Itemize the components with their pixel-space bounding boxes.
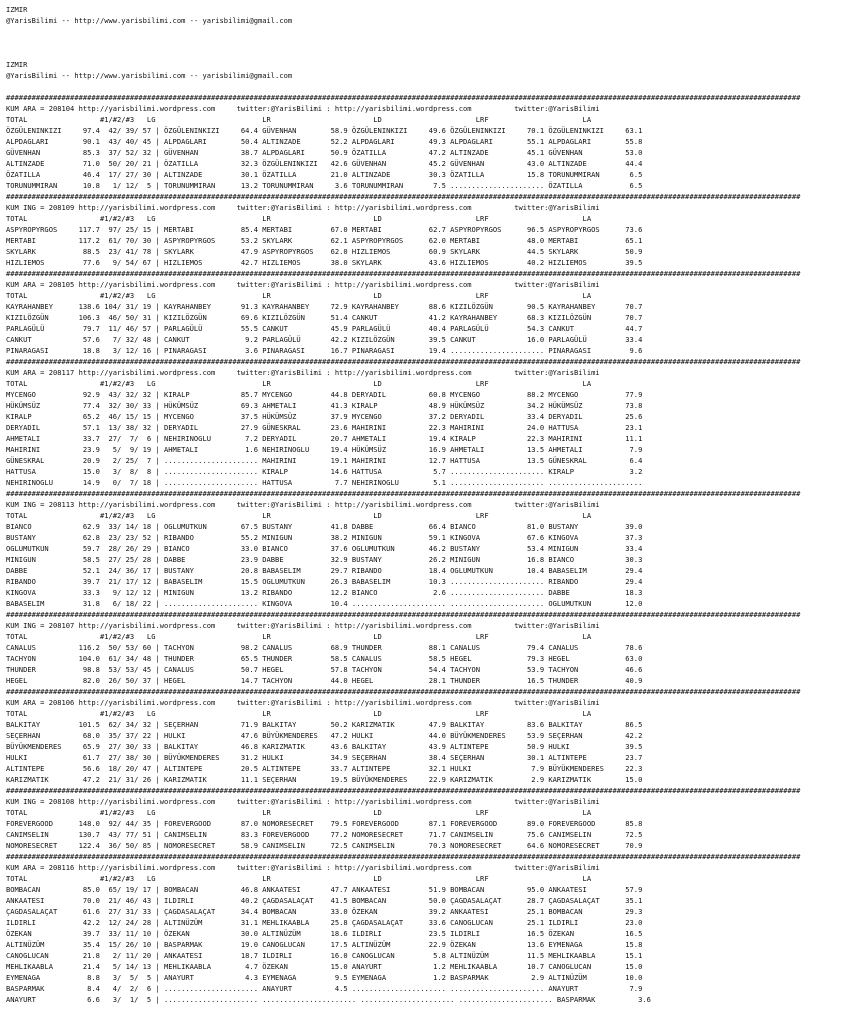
report-line: ##########################################################################################################################################################################################: [6, 269, 801, 278]
report-line: CANOGLUCAN 21.8 2/ 11/ 20 | ANKAATESI 18.7 ILDIRLI 16.0 CANOGLUCAN 5.8 ALTINÜZÜM 11.5 MEHLIKAABLA 15.1: [6, 951, 643, 960]
report-line: ILDIRLI 42.2 12/ 24/ 28 | ALTINÜZÜM 31.1 MEHLIKAABLA 25.8 ÇAGDASALAÇAT 33.6 CANOGLUCAN 25.1 ILDIRLI 23.0: [6, 918, 643, 927]
report-line: PARLAGÜLÜ 79.7 11/ 46/ 57 | PARLAGÜLÜ 55.5 CANKUT 45.9 PARLAGÜLÜ 40.4 PARLAGÜLÜ 54.3 CANKUT 44.7: [6, 324, 643, 333]
report-line: ##########################################################################################################################################################################################: [6, 687, 801, 696]
report-line: ASPYROPYRGOS 117.7 97/ 25/ 15 | MERTABI 85.4 MERTABI 67.0 MERTABI 62.7 ASPYROPYRGOS 96.5 ASPYROPYRGOS 73.6: [6, 225, 643, 234]
report-line: ALPDAGLARI 90.1 43/ 40/ 45 | ALPDAGLARI 50.4 ALTINZADE 52.2 ALPDAGLARI 49.3 ALPDAGLARI 55.1 ALPDAGLARI 55.8: [6, 137, 643, 146]
report-line: [6, 26, 855, 37]
report-line: OGLUMUTKUN 59.7 28/ 26/ 29 | BIANCO 33.0 BIANCO 37.6 OGLUMUTKUN 46.2 BUSTANY 53.4 MINIGUN 33.4: [6, 544, 643, 553]
report-line: ANAYURT 6.6 3/ 1/ 5 | ...................... ...................... ...................... ...................... BASPARMAK 3.6: [6, 995, 651, 1004]
report-line: KARIZMATIK 47.2 21/ 31/ 26 | KARIZMATIK 11.1 SEÇERHAN 19.5 BÜYÜKMENDERES 22.9 KARIZMATIK 2.9 KARIZMATIK 15.0: [6, 775, 643, 784]
report-line: BASPARMAK 8.4 4/ 2/ 6 | ...................... ANAYURT 4.5 ...................... ...................... ANAYURT 7.9: [6, 984, 643, 993]
report-line: KUM ING = 208108 http://yarisbilimi.wordpress.com twitter:@YarisBilimi : http://yarisbilimi.wordpress.com twitter:@YarisBilimi: [6, 797, 600, 806]
report-line: GÜVENHAN 85.3 37/ 52/ 32 | GÜVENHAN 38.7 ALPDAGLARI 50.9 ÖZATILLA 47.2 ALTINZADE 45.1 GÜVENHAN 53.0: [6, 148, 643, 157]
report-line: TOTAL #1/#2/#3 LG LR LD LRF LA: [6, 874, 592, 883]
report-line: MYCENGO 92.9 43/ 32/ 32 | KIRALP 85.7 MYCENGO 44.8 DERYADIL 60.8 MYCENGO 88.2 MYCENGO 77.9: [6, 390, 643, 399]
report-line: FOREVERGOOD 148.0 92/ 44/ 35 | FOREVERGOOD 87.0 NOMORESECRET 79.5 FOREVERGOOD 87.1 FOREVERGOOD 89.0 FOREVERGOOD 85.8: [6, 819, 643, 828]
report-line: THUNDER 98.8 53/ 53/ 45 | CANALUS 50.7 HEGEL 57.8 TACHYON 54.4 TACHYON 53.9 TACHYON 46.6: [6, 665, 643, 674]
report-line: ALTINTEPE 56.6 18/ 20/ 47 | ALTINTEPE 20.5 ALTINTEPE 33.7 ALTINTEPE 32.1 HULKI 7.9 BÜYÜKMENDERES 22.3: [6, 764, 643, 773]
report-line: KUM ING = 208109 http://yarisbilimi.wordpress.com twitter:@YarisBilimi : http://yarisbilimi.wordpress.com twitter:@YarisBilimi: [6, 203, 600, 212]
report-line: EYMENAGA 8.8 3/ 5/ 5 | ANAYURT 4.3 EYMENAGA 9.5 EYMENAGA 1.2 BASPARMAK 2.9 ALTINÜZÜM 10.0: [6, 973, 643, 982]
report-line: KUM ARA = 208117 http://yarisbilimi.wordpress.com twitter:@YarisBilimi : http://yarisbilimi.wordpress.com twitter:@YarisBilimi: [6, 368, 600, 377]
report-line: IZMIR: [6, 5, 28, 14]
report-line: CANKUT 57.6 7/ 32/ 48 | CANKUT 9.2 PARLAGÜLÜ 42.2 KIZILÖZGÜN 39.5 CANKUT 16.0 PARLAGÜLÜ 33.4: [6, 335, 643, 344]
report-line: ##########################################################################################################################################################################################: [6, 786, 801, 795]
report-line: HEGEL 82.0 26/ 50/ 37 | HEGEL 14.7 TACHYON 44.0 HEGEL 28.1 THUNDER 16.5 THUNDER 40.9: [6, 676, 643, 685]
report-line: HIZLIEMOS 77.6 9/ 54/ 67 | HIZLIEMOS 42.7 HIZLIEMOS 38.0 SKYLARK 43.6 HIZLIEMOS 40.2 HIZLIEMOS 39.5: [6, 258, 643, 267]
report-line: DABBE 52.1 24/ 36/ 17 | BUSTANY 20.8 BABASELIM 29.7 RIBANDO 18.4 OGLUMUTKUN 10.4 BABASELIM 29.4: [6, 566, 643, 575]
report-line: SKYLARK 88.5 23/ 41/ 78 | SKYLARK 47.9 ASPYROPYRGOS 62.0 HIZLIEMOS 60.9 SKYLARK 44.5 SKYLARK 50.9: [6, 247, 643, 256]
report-line: KUM ARA = 208116 http://yarisbilimi.wordpress.com twitter:@YarisBilimi : http://yarisbilimi.wordpress.com twitter:@YarisBilimi: [6, 863, 600, 872]
report-line: ÇAGDASALAÇAT 61.6 27/ 31/ 33 | ÇAGDASALAÇAT 34.4 BOMBACAN 33.0 ÖZEKAN 39.2 ANKAATESI 25.1 BOMBACAN 29.3: [6, 907, 643, 916]
report-line: SEÇERHAN 68.0 35/ 37/ 22 | HULKI 47.6 BÜYÜKMENDERES 47.2 HULKI 44.0 BÜYÜKMENDERES 53.9 SEÇERHAN 42.2: [6, 731, 643, 740]
report-line: TOTAL #1/#2/#3 LG LR LD LRF LA: [6, 214, 592, 223]
report-line: TOTAL #1/#2/#3 LG LR LD LRF LA: [6, 291, 592, 300]
report-line: [6, 37, 855, 48]
report-line: TACHYON 104.0 61/ 34/ 48 | THUNDER 65.5 THUNDER 58.5 CANALUS 58.5 HEGEL 79.3 HEGEL 63.0: [6, 654, 643, 663]
report-line: TOTAL #1/#2/#3 LG LR LD LRF LA: [6, 115, 592, 124]
report-line: HULKI 61.7 27/ 38/ 30 | BÜYÜKMENDERES 31.2 HULKI 34.9 SEÇERHAN 38.4 SEÇERHAN 30.1 ALTINTEPE 23.7: [6, 753, 643, 762]
report-line: [6, 81, 855, 92]
report-line: AHMETALI 33.7 27/ 7/ 6 | NEHIRINOGLU 7.2 DERYADIL 20.7 AHMETALI 19.4 KIRALP 22.3 MAHIRINI 11.1: [6, 434, 643, 443]
report-line: KUM ARA = 208106 http://yarisbilimi.wordpress.com twitter:@YarisBilimi : http://yarisbilimi.wordpress.com twitter:@YarisBilimi: [6, 698, 600, 707]
report-line: BUSTANY 62.8 23/ 23/ 52 | RIBANDO 55.2 MINIGUN 38.2 MINIGUN 59.1 KINGOVA 67.6 KINGOVA 37.3: [6, 533, 643, 542]
report-line: ALTINÜZÜM 35.4 15/ 26/ 10 | BASPARMAK 19.0 CANOGLUCAN 17.5 ALTINÜZÜM 22.9 ÖZEKAN 13.6 EYMENAGA 15.8: [6, 940, 643, 949]
report-line: ##########################################################################################################################################################################################: [6, 489, 801, 498]
report-line: PINARAGASI 18.8 3/ 12/ 16 | PINARAGASI 3.6 PINARAGASI 16.7 PINARAGASI 19.4 ...................... PINARAGASI 9.6: [6, 346, 643, 355]
report-line: @YarisBilimi -- http://www.yarisbilimi.com -- yarisbilimi@gmail.com: [6, 16, 293, 25]
report-line: BABASELIM 31.8 6/ 18/ 22 | ...................... KINGOVA 10.4 ...................... ...................... OGLUMUTKUN 12.0: [6, 599, 643, 608]
report-line: [6, 48, 855, 59]
report-line: GÜNESKRAL 20.9 2/ 25/ 7 | ...................... MAHIRINI 19.1 MAHIRINI 12.7 HATTUSA 13.5 GÜNESKRAL 6.4: [6, 456, 643, 465]
report-line: TORUNUMMIRAN 10.8 1/ 12/ 5 | TORUNUMMIRAN 13.2 TORUNUMMIRAN 3.6 TORUNUMMIRAN 7.5 ...................... ÖZATILLA 6.5: [6, 181, 643, 190]
report-line: TOTAL #1/#2/#3 LG LR LD LRF LA: [6, 511, 592, 520]
report-line: TOTAL #1/#2/#3 LG LR LD LRF LA: [6, 379, 592, 388]
report-line: TOTAL #1/#2/#3 LG LR LD LRF LA: [6, 632, 592, 641]
report-line: ANKAATESI 70.0 21/ 46/ 43 | ILDIRLI 40.2 ÇAGDASALAÇAT 41.5 BOMBACAN 50.0 ÇAGDASALAÇAT 28.7 ÇAGDASALAÇAT 35.1: [6, 896, 643, 905]
report-line: CANIMSELIN 130.7 43/ 77/ 51 | CANIMSELIN 83.3 FOREVERGOOD 77.2 NOMORESECRET 71.7 CANIMSELIN 75.6 CANIMSELIN 72.5: [6, 830, 643, 839]
report-line: KUM ARA = 208104 http://yarisbilimi.wordpress.com twitter:@YarisBilimi : http://yarisbilimi.wordpress.com twitter:@YarisBilimi: [6, 104, 600, 113]
report-line: KAYRAHANBEY 138.6 104/ 31/ 19 | KAYRAHANBEY 91.3 KAYRAHANBEY 72.9 KAYRAHANBEY 88.6 KIZILÖZGÜN 90.5 KAYRAHANBEY 70.7: [6, 302, 643, 311]
report-line: CANALUS 116.2 50/ 53/ 60 | TACHYON 98.2 CANALUS 68.9 THUNDER 88.1 CANALUS 79.4 CANALUS 78.6: [6, 643, 643, 652]
report-line: KIRALP 65.2 46/ 15/ 15 | MYCENGO 37.5 HÜKÜMSÜZ 37.9 MYCENGO 37.2 DERYADIL 33.4 DERYADIL 25.6: [6, 412, 643, 421]
report-line: ALTINZADE 71.0 50/ 20/ 21 | ÖZATILLA 32.3 ÖZGÜLENINKIZI 42.6 GÜVENHAN 45.2 GÜVENHAN 43.0 ALTINZADE 44.4: [6, 159, 643, 168]
report-line: NOMORESECRET 122.4 36/ 50/ 85 | NOMORESECRET 58.9 CANIMSELIN 72.5 CANIMSELIN 70.3 NOMORESECRET 64.6 NOMORESECRET 70.9: [6, 841, 643, 850]
report-line: TOTAL #1/#2/#3 LG LR LD LRF LA: [6, 709, 592, 718]
report-line: ##########################################################################################################################################################################################: [6, 610, 801, 619]
report-line: KUM ING = 208113 http://yarisbilimi.wordpress.com twitter:@YarisBilimi : http://yarisbilimi.wordpress.com twitter:@YarisBilimi: [6, 500, 600, 509]
report-line: KINGOVA 33.3 9/ 12/ 12 | MINIGUN 13.2 RIBANDO 12.2 BIANCO 2.6 ...................... DABBE 18.3: [6, 588, 643, 597]
report-line: BALKITAY 101.5 62/ 34/ 32 | SEÇERHAN 71.9 BALKITAY 50.2 KARIZMATIK 47.9 BALKITAY 83.6 BALKITAY 86.5: [6, 720, 643, 729]
report-line: ##########################################################################################################################################################################################: [6, 93, 801, 102]
report-line: RIBANDO 39.7 21/ 17/ 12 | BABASELIM 15.5 OGLUMUTKUN 26.3 BABASELIM 10.3 ...................... RIBANDO 29.4: [6, 577, 643, 586]
report-line: BOMBACAN 85.0 65/ 19/ 17 | BOMBACAN 46.8 ANKAATESI 47.7 ANKAATESI 51.9 BOMBACAN 95.0 ANKAATESI 57.9: [6, 885, 643, 894]
report-line: TOTAL #1/#2/#3 LG LR LD LRF LA: [6, 808, 592, 817]
report-line: ##########################################################################################################################################################################################: [6, 192, 801, 201]
report-line: KUM ARA = 208105 http://yarisbilimi.wordpress.com twitter:@YarisBilimi : http://yarisbilimi.wordpress.com twitter:@YarisBilimi: [6, 280, 600, 289]
report-line: BÜYÜKMENDERES 65.9 27/ 30/ 33 | BALKITAY 46.8 KARIZMATIK 43.6 BALKITAY 43.9 ALTINTEPE 50.9 HULKI 39.5: [6, 742, 643, 751]
report-line: @YarisBilimi -- http://www.yarisbilimi.com -- yarisbilimi@gmail.com: [6, 71, 293, 80]
report-line: KIZILÖZGÜN 106.3 46/ 50/ 31 | KIZILÖZGÜN 69.6 KIZILÖZGÜN 51.4 CANKUT 41.2 KAYRAHANBEY 68.3 KIZILÖZGÜN 70.7: [6, 313, 643, 322]
report-line: MEHLIKAABLA 21.4 5/ 14/ 13 | MEHLIKAABLA 4.7 ÖZEKAN 15.0 ANAYURT 1.2 MEHLIKAABLA 10.7 CANOGLUCAN 15.0: [6, 962, 643, 971]
report-line: MINIGUN 58.5 27/ 25/ 28 | DABBE 23.9 DABBE 32.9 BUSTANY 26.2 MINIGUN 16.8 BIANCO 30.3: [6, 555, 643, 564]
report-line: HÜKÜMSÜZ 77.4 32/ 30/ 33 | HÜKÜMSÜZ 69.3 AHMETALI 41.3 KIRALP 48.9 HÜKÜMSÜZ 34.2 HÜKÜMSÜZ 73.8: [6, 401, 643, 410]
report-line: ##########################################################################################################################################################################################: [6, 852, 801, 861]
report-line: ÖZEKAN 39.7 33/ 11/ 10 | ÖZEKAN 30.0 ALTINÜZÜM 18.6 ILDIRLI 23.5 ILDIRLI 16.5 ÖZEKAN 16.5: [6, 929, 643, 938]
report-line: MAHIRINI 23.9 5/ 9/ 19 | AHMETALI 1.6 NEHIRINOGLU 19.4 HÜKÜMSÜZ 16.9 AHMETALI 13.5 AHMETALI 7.9: [6, 445, 643, 454]
report-line: MERTABI 117.2 61/ 70/ 30 | ASPYROPYRGOS 53.2 SKYLARK 62.1 ASPYROPYRGOS 62.0 MERTABI 48.0 MERTABI 65.1: [6, 236, 643, 245]
report-line: ÖZGÜLENINKIZI 97.4 42/ 39/ 57 | ÖZGÜLENINKIZI 64.4 GÜVENHAN 58.9 ÖZGÜLENINKIZI 49.6 ÖZGÜLENINKIZI 70.1 ÖZGÜLENINKIZI 63.1: [6, 126, 643, 135]
report-line: ##########################################################################################################################################################################################: [6, 357, 801, 366]
report-line: IZMIR: [6, 60, 28, 69]
report-line: KUM ING = 208107 http://yarisbilimi.wordpress.com twitter:@YarisBilimi : http://yarisbilimi.wordpress.com twitter:@YarisBilimi: [6, 621, 600, 630]
report-line: ÖZATILLA 46.4 17/ 27/ 30 | ALTINZADE 30.1 ÖZATILLA 21.0 ALTINZADE 30.3 ÖZATILLA 15.8 TORUNUMMIRAN 6.5: [6, 170, 643, 179]
report-line: HATTUSA 15.0 3/ 8/ 8 | ...................... KIRALP 14.6 HATTUSA 5.7 ...................... KIRALP 3.2: [6, 467, 643, 476]
report-line: DERYADIL 57.1 13/ 38/ 32 | DERYADIL 27.9 GÜNESKRAL 23.6 MAHIRINI 22.3 MAHIRINI 24.0 HATTUSA 23.1: [6, 423, 643, 432]
report-line: NEHIRINOGLU 14.9 0/ 7/ 18 | ...................... HATTUSA 7.7 NEHIRINOGLU 5.1 ...................... ......................: [6, 478, 643, 487]
report-line: BIANCO 62.9 33/ 14/ 18 | OGLUMUTKUN 67.5 BUSTANY 41.8 DABBE 66.4 BIANCO 81.0 BUSTANY 39.0: [6, 522, 643, 531]
